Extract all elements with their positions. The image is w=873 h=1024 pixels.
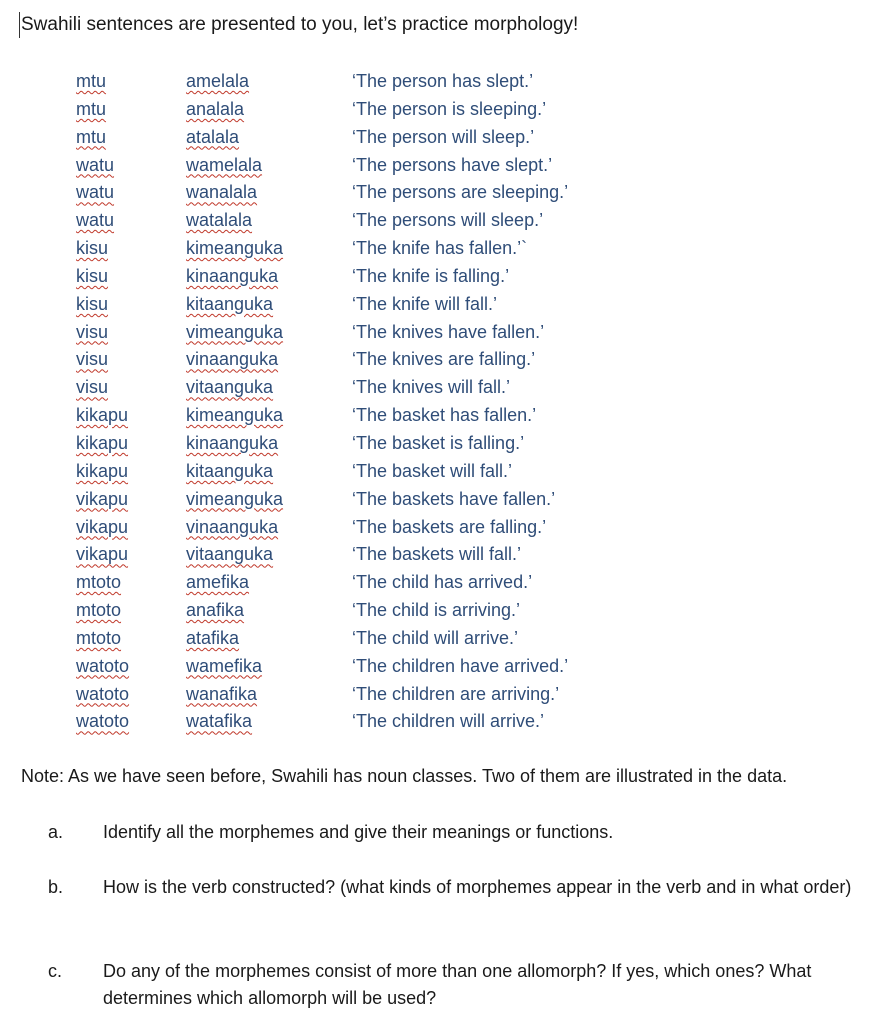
gloss-cell: ‘The knives have fallen.’ — [352, 321, 545, 342]
gloss-cell: ‘The knife will fall.’ — [352, 293, 498, 314]
data-row — [0, 569, 873, 597]
noun-cell: mtoto — [76, 600, 122, 621]
noun-cell: vikapu — [76, 488, 129, 509]
noun-cell: vikapu — [76, 516, 129, 537]
gloss-cell: ‘The knives will fall.’ — [352, 377, 511, 398]
noun-cell: kisu — [76, 265, 109, 286]
verb-cell: atafika — [186, 627, 240, 648]
data-row — [0, 263, 873, 291]
noun-cell: mtoto — [76, 572, 122, 593]
gloss-cell: ‘The knife has fallen.’` — [352, 238, 528, 259]
verb-cell: kimeanguka — [186, 405, 284, 426]
verb-cell: analala — [186, 98, 245, 119]
noun-cell: kikapu — [76, 432, 129, 453]
data-row — [0, 96, 873, 124]
data-row — [0, 597, 873, 625]
gloss-cell: ‘The baskets will fall.’ — [352, 544, 522, 565]
noun-cell: kisu — [76, 238, 109, 259]
verb-cell: kimeanguka — [186, 238, 284, 259]
data-row — [0, 681, 873, 709]
data-row — [0, 625, 873, 653]
gloss-cell: ‘The children will arrive.’ — [352, 711, 545, 732]
data-row — [0, 458, 873, 486]
verb-cell: wamefika — [186, 655, 263, 676]
data-row — [0, 152, 873, 180]
verb-cell: atalala — [186, 126, 240, 147]
verb-cell: vimeanguka — [186, 321, 284, 342]
data-row — [0, 653, 873, 681]
verb-cell: watafika — [186, 711, 253, 732]
gloss-cell: ‘The knife is falling.’ — [352, 265, 510, 286]
gloss-cell: ‘The baskets have fallen.’ — [352, 488, 556, 509]
gloss-cell: ‘The basket has fallen.’ — [352, 405, 537, 426]
noun-cell: mtu — [76, 71, 107, 91]
data-row — [0, 430, 873, 458]
verb-cell: watalala — [186, 210, 253, 231]
gloss-cell: ‘The person has slept.’ — [352, 71, 534, 91]
verb-cell: kinaanguka — [186, 265, 279, 286]
note-text: Note: As we have seen before, Swahili has noun classes. Two of them are illustrated in the data. — [21, 766, 788, 786]
noun-cell: watoto — [76, 655, 130, 676]
data-row — [0, 291, 873, 319]
question-text: Do any of the morphemes consist of more than one allomorph? If yes, which ones? What determines which allomorph will be used? — [103, 961, 812, 1008]
noun-cell: vikapu — [76, 544, 129, 565]
verb-cell: vinaanguka — [186, 349, 279, 370]
gloss-cell: ‘The basket is falling.’ — [352, 432, 525, 453]
verb-cell: kinaanguka — [186, 432, 279, 453]
intro-text: Swahili sentences are presented to you, let’s practice morphology! — [19, 12, 578, 38]
gloss-cell: ‘The child has arrived.’ — [352, 572, 533, 593]
data-row — [0, 486, 873, 514]
question-letter: a. — [48, 822, 64, 842]
noun-cell: visu — [76, 377, 109, 398]
verb-cell: wamelala — [186, 154, 263, 175]
gloss-cell: ‘The person will sleep.’ — [352, 126, 535, 147]
verb-cell: vitaanguka — [186, 377, 274, 398]
verb-cell: amelala — [186, 71, 250, 91]
data-row — [0, 207, 873, 235]
gloss-cell: ‘The baskets are falling.’ — [352, 516, 547, 537]
noun-cell: watoto — [76, 683, 130, 704]
gloss-cell: ‘The persons will sleep.’ — [352, 210, 544, 231]
data-row — [0, 374, 873, 402]
gloss-cell: ‘The child is arriving.’ — [352, 600, 521, 621]
data-row — [0, 402, 873, 430]
verb-cell: anafika — [186, 600, 245, 621]
noun-cell: visu — [76, 321, 109, 342]
verb-cell: wanalala — [186, 182, 258, 203]
data-row — [0, 124, 873, 152]
question-text: How is the verb constructed? (what kinds of morphemes appear in the verb and in what order) — [103, 877, 852, 897]
noun-cell: visu — [76, 349, 109, 370]
verb-cell: kitaanguka — [186, 460, 274, 481]
noun-cell: kisu — [76, 293, 109, 314]
data-row — [0, 708, 873, 736]
verb-cell: vimeanguka — [186, 488, 284, 509]
swahili-data-table — [0, 68, 873, 736]
gloss-cell: ‘The children are arriving.’ — [352, 683, 560, 704]
verb-cell: vinaanguka — [186, 516, 279, 537]
data-row — [0, 541, 873, 569]
question-letter: c. — [48, 961, 63, 981]
data-row — [0, 179, 873, 207]
data-row — [0, 235, 873, 263]
noun-cell: kikapu — [76, 405, 129, 426]
data-row — [0, 68, 873, 96]
data-row — [0, 319, 873, 347]
gloss-cell: ‘The persons have slept.’ — [352, 154, 553, 175]
noun-cell: mtu — [76, 126, 107, 147]
gloss-cell: ‘The children have arrived.’ — [352, 655, 569, 676]
gloss-cell: ‘The child will arrive.’ — [352, 627, 519, 648]
gloss-cell: ‘The basket will fall.’ — [352, 460, 513, 481]
verb-cell: kitaanguka — [186, 293, 274, 314]
noun-cell: watu — [76, 154, 115, 175]
gloss-cell: ‘The person is sleeping.’ — [352, 98, 547, 119]
gloss-cell: ‘The persons are sleeping.’ — [352, 182, 569, 203]
verb-cell: vitaanguka — [186, 544, 274, 565]
question-letter: b. — [48, 877, 64, 897]
noun-cell: watoto — [76, 711, 130, 732]
data-row — [0, 346, 873, 374]
noun-cell: watu — [76, 182, 115, 203]
noun-cell: mtu — [76, 98, 107, 119]
verb-cell: amefika — [186, 572, 250, 593]
noun-cell: watu — [76, 210, 115, 231]
verb-cell: wanafika — [186, 683, 258, 704]
question-text: Identify all the morphemes and give their meanings or functions. — [103, 822, 614, 842]
gloss-cell: ‘The knives are falling.’ — [352, 349, 536, 370]
data-row — [0, 514, 873, 542]
noun-cell: mtoto — [76, 627, 122, 648]
noun-cell: kikapu — [76, 460, 129, 481]
